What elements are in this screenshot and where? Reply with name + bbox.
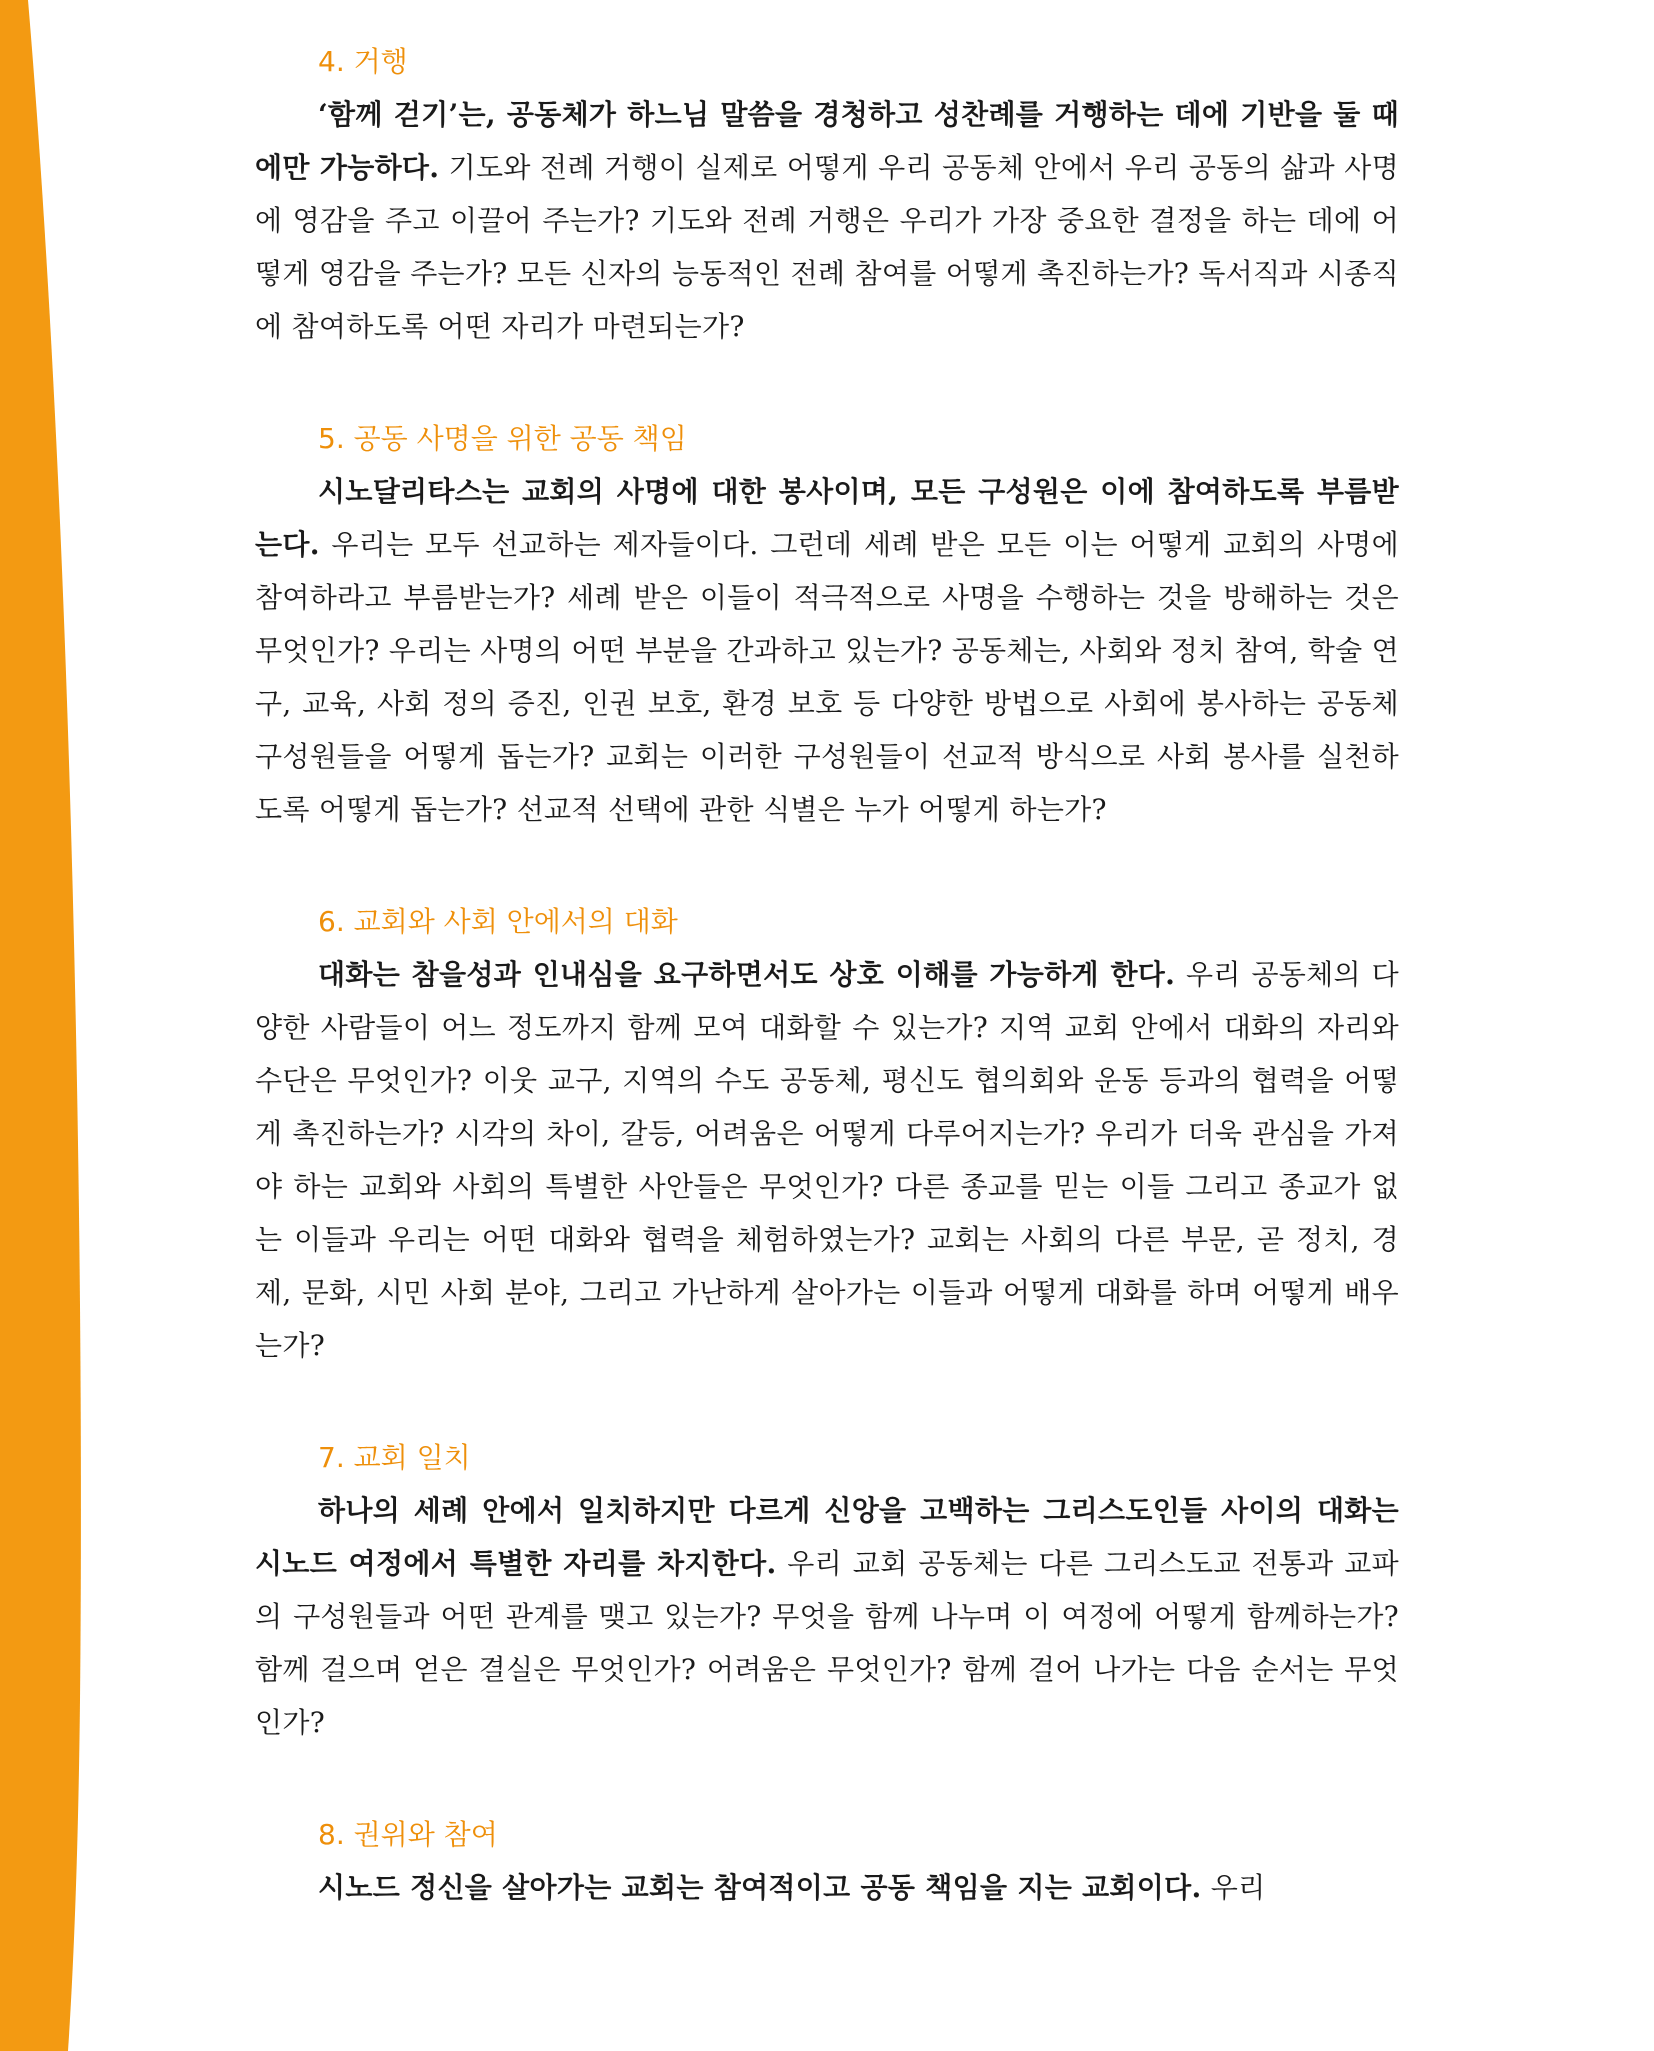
section-heading: 5. 공동 사명을 위한 공동 책임 bbox=[318, 422, 687, 455]
section-paragraph bbox=[255, 1484, 1399, 1749]
section-heading: 4. 거행 bbox=[318, 45, 408, 78]
section-paragraph bbox=[255, 465, 1399, 836]
section-body-text: 우리는 모두 선교하는 제자들이다. 그런데 세례 받은 모든 이는 어떻게 교회의 사명에 참여하라고 부름받는가? 세례 받은 이들이 적극적으로 사명을 수행하는 것을 방해하는 것은 무엇인가? 우리는 사명의 어떤 부분을 간과하고 있는가? 공동체는, 사회와 정치 참여, 학술 연구, 교육, 사회 정의 증진, 인권 보호, 환경 보호 등 다양한 방법으로 사회에 봉사하는 공동체 구성원들을 어떻게 돕는가? 교회는 이러한 구성원들이 선교적 방식으로 사회 봉사를 실천하도록 어떻게 돕는가? 선교적 선택에 관한 식별은 누가 어떻게 하는가? bbox=[255, 528, 1399, 826]
section-ecumenism bbox=[255, 1438, 1399, 1749]
document-body bbox=[255, 42, 1399, 1980]
section-body-text: 우리 공동체의 다양한 사람들이 어느 정도까지 함께 모여 대화할 수 있는가? 지역 교회 안에서 대화의 자리와 수단은 무엇인가? 이웃 교구, 지역의 수도 공동체, 평신도 협의회와 운동 등과의 협력을 어떻게 촉진하는가? 시각의 차이, 갈등, 어려움은 어떻게 다루어지는가? 우리가 더욱 관심을 가져야 하는 교회와 사회의 특별한 사안들은 무엇인가? 다른 종교를 믿는 이들 그리고 종교가 없는 이들과 우리는 어떤 대화와 협력을 체험하였는가? 교회는 사회의 다른 부문, 곧 정치, 경제, 문화, 시민 사회 분야, 그리고 가난하게 살아가는 이들과 어떻게 대화를 하며 어떻게 배우는가? bbox=[255, 958, 1399, 1362]
section-dialogue bbox=[255, 902, 1399, 1372]
section-body-text: 기도와 전례 거행이 실제로 어떻게 우리 공동체 안에서 우리 공동의 삶과 사명에 영감을 주고 이끌어 주는가? 기도와 전례 거행은 우리가 가장 중요한 결정을 하는 데에 어떻게 영감을 주는가? 모든 신자의 능동적인 전례 참여를 어떻게 촉진하는가? 독서직과 시종직에 참여하도록 어떤 자리가 마련되는가? bbox=[255, 151, 1399, 343]
section-heading: 7. 교회 일치 bbox=[318, 1441, 471, 1474]
section-shared-responsibility bbox=[255, 419, 1399, 836]
orange-side-band bbox=[0, 0, 120, 2051]
section-paragraph bbox=[255, 88, 1399, 353]
section-lead-bold: 대화는 참을성과 인내심을 요구하면서도 상호 이해를 가능하게 한다. bbox=[318, 958, 1176, 991]
section-celebration bbox=[255, 42, 1399, 353]
section-lead-bold: 시노드 정신을 살아가는 교회는 참여적이고 공동 책임을 지는 교회이다. bbox=[318, 1871, 1202, 1904]
section-heading: 8. 권위와 참여 bbox=[318, 1818, 498, 1851]
section-lead-bold: 시노달리타스는 교회의 사명에 대한 봉사이며, 모든 구성원은 이에 참여하도록 부름받는다. bbox=[255, 475, 1399, 561]
section-paragraph bbox=[255, 1861, 1399, 1914]
section-lead-bold: ‘함께 걷기’는, 공동체가 하느님 말씀을 경청하고 성찬례를 거행하는 데에 기반을 둘 때에만 가능하다. bbox=[255, 98, 1399, 184]
section-authority bbox=[255, 1815, 1399, 1914]
section-lead-bold: 하나의 세례 안에서 일치하지만 다르게 신앙을 고백하는 그리스도인들 사이의 대화는 시노드 여정에서 특별한 자리를 차지한다. bbox=[255, 1494, 1399, 1580]
section-paragraph bbox=[255, 948, 1399, 1372]
section-heading: 6. 교회와 사회 안에서의 대화 bbox=[318, 905, 678, 938]
section-body-text: 우리 교회 공동체는 다른 그리스도교 전통과 교파의 구성원들과 어떤 관계를 맺고 있는가? 무엇을 함께 나누며 이 여정에 어떻게 함께하는가? 함께 걸으며 얻은 결실은 무엇인가? 어려움은 무엇인가? 함께 걸어 나가는 다음 순서는 무엇인가? bbox=[255, 1547, 1399, 1739]
section-body-text: 우리 bbox=[1201, 1871, 1266, 1904]
